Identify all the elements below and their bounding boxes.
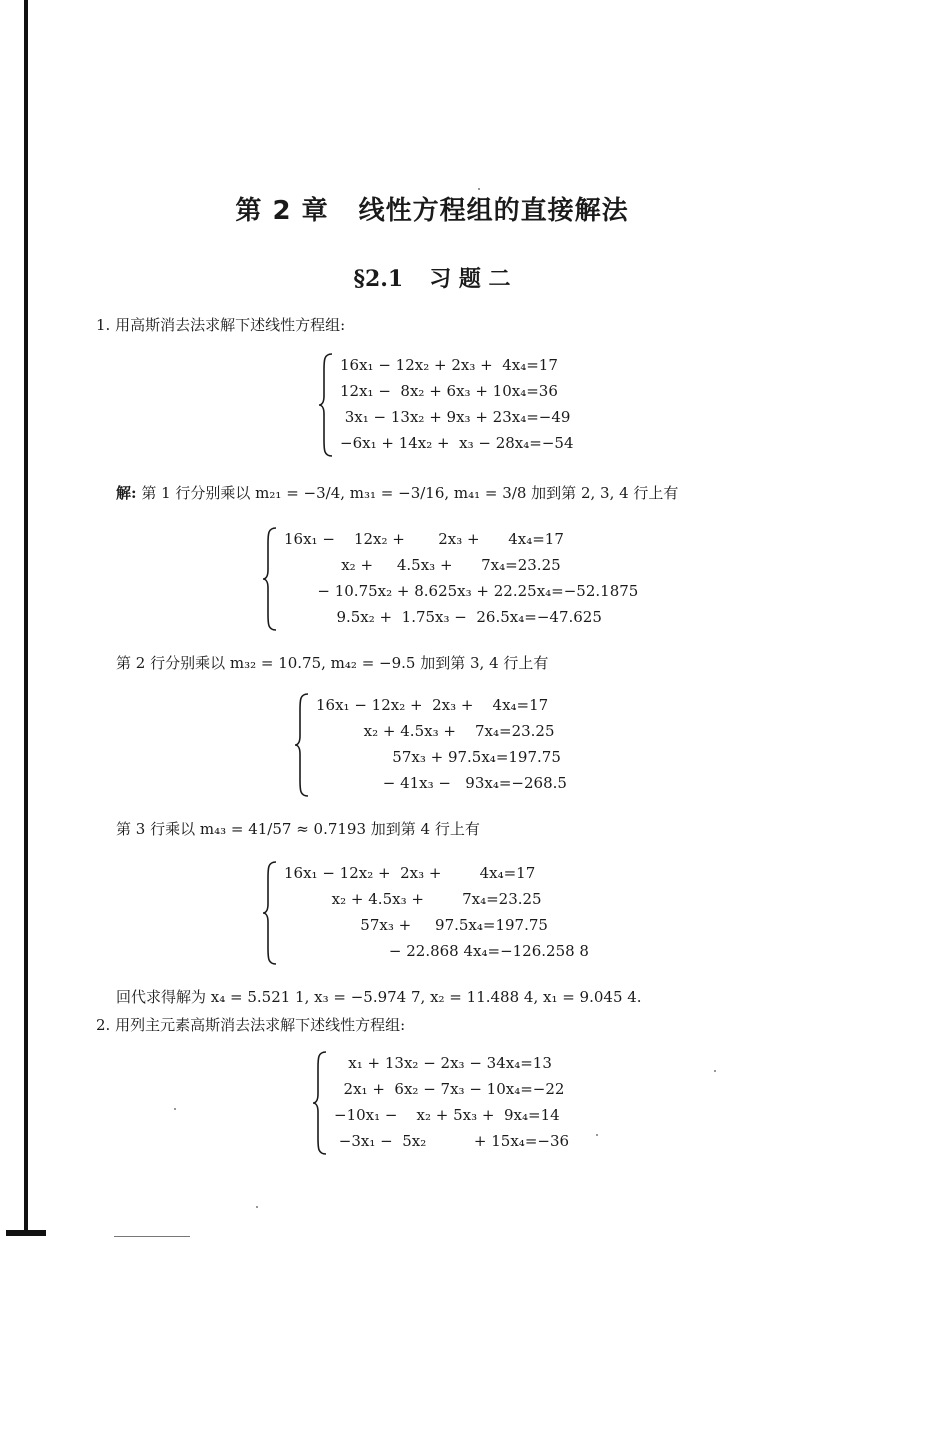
solution-step-3: 第 3 行乘以 m₄₃ = 41/57 ≈ 0.7193 加到第 4 行上有 — [116, 820, 480, 838]
chapter-number: 第 2 章 — [235, 196, 329, 226]
equation-row: 16x₁ − 12x₂ + 2x₃ + 4x₄=17 — [340, 356, 558, 374]
equation-row: − 41x₃ − 93x₄=−268.5 — [316, 774, 567, 792]
equation-row: −3x₁ − 5x₂ + 15x₄=−36 — [334, 1132, 570, 1150]
left-brace-icon — [318, 352, 334, 458]
problem-1-prompt: 用高斯消去法求解下述线性方程组: — [115, 316, 346, 334]
equation-row: −6x₁ + 14x₂ + x₃ − 28x₄=−54 — [340, 434, 574, 452]
equation-row: 2x₁ + 6x₂ − 7x₃ − 10x₄=−22 — [334, 1080, 565, 1098]
equation-row: 9.5x₂ + 1.75x₃ − 26.5x₄=−47.625 — [284, 608, 602, 626]
solution-step-2: 第 2 行分别乘以 m₃₂ = 10.75, m₄₂ = −9.5 加到第 3, 4 行上有 — [116, 654, 549, 672]
equation-row: 12x₁ − 8x₂ + 6x₃ + 10x₄=36 — [340, 382, 558, 400]
section-number: §2.1 — [353, 266, 404, 292]
equation-row: −10x₁ − x₂ + 5x₃ + 9x₄=14 — [334, 1106, 560, 1124]
equation-row: x₂ + 4.5x₃ + 7x₄=23.25 — [284, 890, 542, 908]
solution-label: 解: — [116, 484, 137, 502]
equation-row: x₁ + 13x₂ − 2x₃ − 34x₄=13 — [334, 1054, 552, 1072]
section-name: 习 题 二 — [429, 266, 511, 292]
footer-rule — [114, 1236, 190, 1237]
left-brace-icon — [262, 860, 278, 966]
solution-step-1-line — [116, 482, 678, 503]
left-brace-icon — [262, 526, 278, 632]
equation-row: 57x₃ + 97.5x₄=197.75 — [284, 916, 548, 934]
equation-row: 57x₃ + 97.5x₄=197.75 — [316, 748, 561, 766]
scan-speck — [256, 1206, 258, 1208]
equation-row: 16x₁ − 12x₂ + 2x₃ + 4x₄=17 — [284, 864, 536, 882]
equation-row: − 10.75x₂ + 8.625x₃ + 22.25x₄=−52.1875 — [284, 582, 639, 600]
left-brace-icon — [312, 1050, 328, 1156]
problem-2-prompt-line — [96, 1014, 405, 1035]
equation-row: 16x₁ − 12x₂ + 2x₃ + 4x₄=17 — [284, 530, 564, 548]
binding-edge-foot — [6, 1230, 46, 1236]
equation-row: 3x₁ − 13x₂ + 9x₃ + 23x₄=−49 — [340, 408, 571, 426]
problem-1-number: 1. — [96, 316, 111, 334]
chapter-title — [0, 190, 864, 227]
problem-1-prompt-line — [96, 314, 345, 335]
scan-speck — [174, 1108, 176, 1110]
problem-2-number: 2. — [96, 1016, 111, 1034]
equation-row: x₂ + 4.5x₃ + 7x₄=23.25 — [316, 722, 555, 740]
solution-result: 回代求得解为 x₄ = 5.521 1, x₃ = −5.974 7, x₂ = 11.488 4, x₁ = 9.045 4. — [116, 988, 642, 1006]
binding-edge — [24, 0, 28, 1232]
equation-row: 16x₁ − 12x₂ + 2x₃ + 4x₄=17 — [316, 696, 549, 714]
left-brace-icon — [294, 692, 310, 798]
scan-speck — [596, 1134, 598, 1136]
section-title — [0, 262, 864, 293]
problem-2-prompt: 用列主元素高斯消去法求解下述线性方程组: — [115, 1016, 406, 1034]
scan-speck — [714, 1070, 716, 1072]
equation-row: − 22.868 4x₄=−126.258 8 — [284, 942, 589, 960]
chapter-name: 线性方程组的直接解法 — [358, 196, 629, 226]
solution-step-1: 第 1 行分别乘以 m₂₁ = −3/4, m₃₁ = −3/16, m₄₁ = 3/8 加到第 2, 3, 4 行上有 — [141, 484, 679, 502]
equation-row: x₂ + 4.5x₃ + 7x₄=23.25 — [284, 556, 561, 574]
